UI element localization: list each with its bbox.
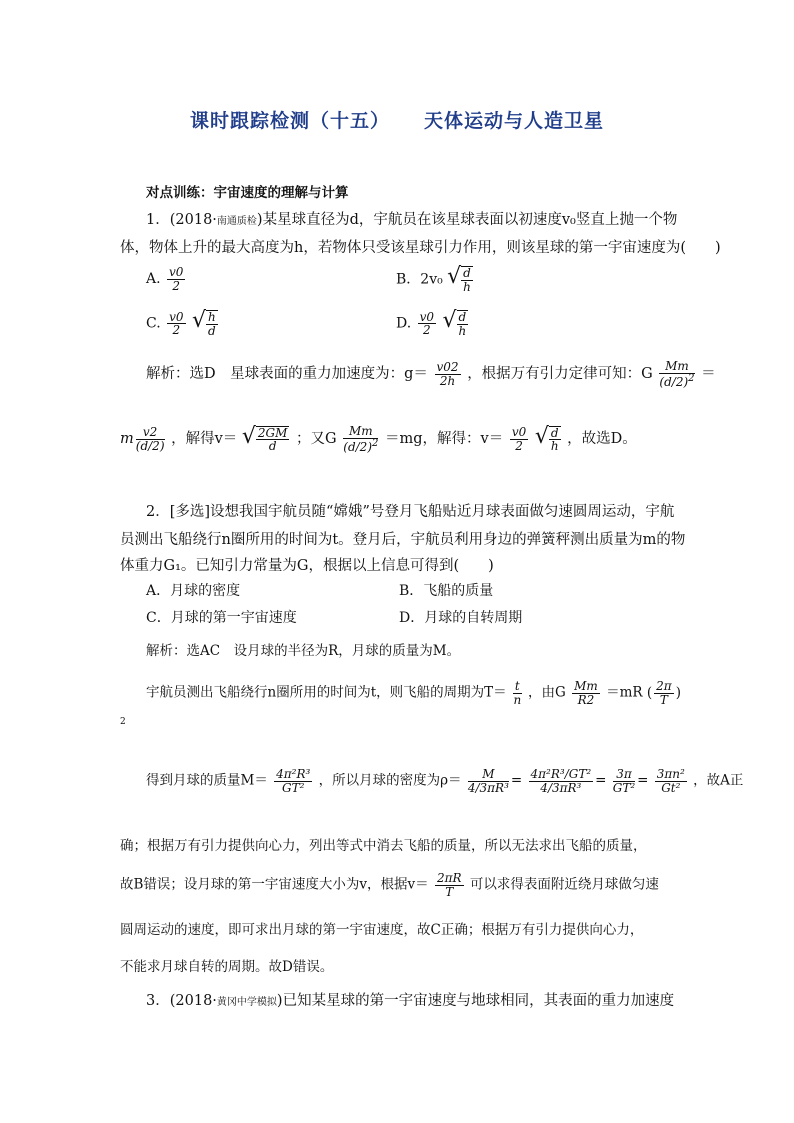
formula-h: h (550, 439, 559, 454)
q2-answer-text: 得到月球的质量M＝ (146, 772, 268, 789)
q2-answer-1: 解析：选AC 设月球的半径为R，月球的质量为M。 (146, 643, 461, 659)
q3-source: 黄冈中学模拟 (216, 997, 277, 1008)
q3-stem-1: 已知某星球的第一宇宙速度与地球相同，其表面的重力加速度 (282, 993, 675, 1009)
formula-gt2: GT² (612, 780, 636, 795)
q1-option-a[interactable] (146, 266, 187, 292)
formula-pir3: πR³ (487, 780, 509, 795)
q1-option-d-label: D. (396, 315, 412, 332)
formula-d: d (208, 323, 216, 338)
formula-gt2: GT² (568, 767, 592, 781)
q3-close: ) (276, 993, 283, 1009)
formula-2: 2 (515, 438, 523, 453)
formula-r2: R2 (577, 692, 595, 707)
q2-option-d[interactable]: D．月球的自转周期 (399, 610, 523, 626)
formula-h: √ h (208, 310, 216, 324)
q1-answer-text: ，根据万有引力定律可知：G (467, 366, 653, 383)
q1-option-b-label: B．2v₀ (396, 271, 443, 288)
q3-number: 3． (146, 993, 170, 1009)
q2-answer-5 (120, 872, 659, 898)
q1-option-a-label: A. (146, 271, 161, 288)
q1-answer-text: ＝mg，解得：v＝ (384, 431, 504, 448)
q3-year: (2018· (169, 993, 217, 1009)
formula-v0: v0 (511, 425, 527, 439)
q2-stem-1: 2．[多选]设想我国宇航员随“嫦娥”号登月飞船贴近月球表面做匀速圆周运动，宇航 (146, 504, 675, 520)
q2-answer-3: 得到月球的质量M＝ $\frac{\text{4π²R³}}{\text{GT²}}$ ，所以月球的密度为ρ＝ $\frac{M}{\text{4/3πR³}}$ = $\frac{\text{4π²R³/GT²}}{\text{4/3πR³}}$ = $\frac{3\pi}{\text{GT²}}$ = $\frac{\text{3πn²}}{\text{Gt²}}$ ，故A正 (146, 767, 744, 795)
q1-number: 1． (146, 212, 170, 228)
q1-answer-text: ，故选D。 (567, 431, 637, 448)
formula-v0: v0 (169, 265, 184, 279)
formula-2: 2 (172, 323, 181, 338)
formula-h: h (458, 323, 467, 338)
q1-source: 南通质检 (216, 216, 257, 227)
formula-square: 2 (688, 372, 695, 384)
q1-option-c-label: C. (146, 315, 161, 332)
title-part2: 天体运动与人造卫星 (424, 110, 605, 132)
section-heading: 对点训练：宇宙速度的理解与计算 (146, 185, 349, 201)
q1-close: ) (256, 212, 263, 228)
formula-d: d (347, 439, 356, 454)
formula-d: d (664, 374, 672, 389)
formula-v0: v0 (169, 309, 184, 324)
q1-answer-line2: m $\frac{v2}{(d/2)}$ ，解得v＝ √ $\frac{2GM}{d}$ ；又G $\frac{Mm}{(d/2)^2}$ ＝mg，解得：v＝ $\frac{v0}{2}$ √ $\frac{d}{h}$ ，故选D。 (120, 425, 637, 453)
formula-3: 3 (479, 780, 488, 795)
q2-answer-6: 圆周运动的速度，即可求出月球的第一宇宙速度，故C正确；根据万有引力提供向心力， (120, 922, 644, 938)
q1-answer-text: ，解得v＝ (171, 431, 238, 448)
formula-4pi2r3: 4π²R³ (530, 767, 565, 781)
q2-answer-text: 可以求得表面附近绕月球做匀速 (469, 876, 659, 893)
formula-pir3: πR³ (559, 780, 582, 795)
formula-d: d (140, 438, 149, 453)
formula-mm: Mm (659, 360, 694, 374)
q2-answer-text: ，由G (528, 684, 566, 701)
q1-option-c[interactable] (146, 310, 220, 337)
formula-square: 2 (372, 437, 379, 449)
formula-2: 2 (172, 278, 181, 293)
q1-line1 (146, 208, 677, 229)
formula-2: 2 (675, 374, 684, 389)
formula-h: h (463, 279, 471, 294)
formula-2pir: 2πR (436, 871, 462, 885)
page-title (0, 106, 794, 133)
q1-answer-text: ；又G (296, 431, 337, 448)
q1-year: (2018· (169, 212, 217, 228)
formula-M: M (468, 768, 509, 782)
title-part1: 课时跟踪检测（十五） (189, 110, 390, 132)
formula-n: n (513, 692, 522, 707)
formula-2: 2 (152, 438, 160, 453)
q2-answer-text: ，故A正 (693, 772, 744, 789)
q2-answer-4: 确；根据万有引力提供向心力，列出等式中消去飞船的质量，所以无法求出飞船的质量， (120, 838, 647, 854)
formula-3pin2: 3πn² (656, 767, 685, 781)
q1-option-b[interactable] (396, 266, 475, 293)
q2-option-c[interactable]: C．月球的第一宇宙速度 (146, 610, 297, 626)
formula-m: m (120, 431, 134, 448)
formula-2: 2 (359, 439, 368, 454)
formula-d: √ d (463, 266, 471, 280)
q1-answer-text: 解析：选D 星球表面的重力加速度为：g＝ (146, 366, 428, 383)
q1-answer-text: ＝ (701, 366, 716, 383)
formula-mm: Mm (574, 679, 598, 693)
formula-2gm: √ 2GM (257, 425, 288, 440)
formula-T: T (659, 692, 668, 707)
formula-gt2: GT² (282, 780, 305, 795)
q2-answer-text: ＝mR (606, 684, 643, 701)
q2-answer-7: 不能求月球自转的周期。故D错误。 (120, 959, 334, 975)
formula-4pi2r3: 4π²R³ (276, 767, 311, 781)
q2-option-b[interactable]: B．飞船的质量 (399, 583, 494, 599)
formula-2h: 2h (439, 373, 456, 388)
formula-v2: v2 (136, 426, 165, 440)
formula-v02: v02 (436, 360, 459, 374)
q2-answer-2: 宇航员测出飞船绕行n圈所用的时间为t，则飞船的周期为T＝ $\frac{t}{n}$ ，由G $\frac{Mm}{R2}$ ＝mR ( $\frac{2\pi}{T}$ ) (146, 679, 681, 707)
q2-option-a[interactable]: A．月球的密度 (146, 583, 241, 599)
formula-gt2-small: Gt² (661, 780, 681, 795)
q2-answer-text: 故B错误；设月球的第一宇宙速度大小为v，根据v＝ (120, 876, 429, 893)
formula-d: √ d (550, 425, 559, 440)
q2-answer-text: ，所以月球的密度为ρ＝ (318, 772, 462, 789)
q2-stem-3: 体重力G₁。已知引力常量为G，根据以上信息可得到( ) (120, 558, 494, 574)
q1-option-d[interactable] (396, 310, 470, 337)
q1-answer-line1: 解析：选D 星球表面的重力加速度为：g＝ $\frac{v02}{2h}$ ，根据万有引力定律可知：G $\frac{Mm}{(d/2)^2}$ ＝ (146, 359, 716, 389)
formula-d: √ d (458, 310, 467, 324)
formula-4: 4 (540, 780, 548, 795)
q1-stem-1: 某星球直径为d，宇航员在该星球表面以初速度v₀竖直上抛一个物 (262, 212, 678, 228)
q1-stem-2: 体，物体上升的最大高度为h，若物体只受该星球引力作用，则该星球的第一宇宙速度为( ) (120, 240, 721, 256)
formula-square-orphan: 2 (120, 717, 126, 727)
formula-4: 4 (467, 780, 476, 795)
formula-t: t (514, 679, 520, 693)
q2-stem-2: 员测出飞船绕行n圈所用的时间为t。登月后，宇航员利用身边的弹簧秤测出质量为m的物 (120, 532, 686, 548)
formula-2pi: 2π (656, 679, 672, 693)
q3-line1 (146, 989, 674, 1010)
formula-T: T (445, 884, 454, 899)
formula-v0: v0 (419, 309, 435, 324)
formula-d: d (268, 439, 277, 454)
formula-mm: Mm (343, 425, 378, 439)
formula-2: 2 (423, 323, 431, 338)
q2-answer-text: 宇航员测出飞船绕行n圈所用的时间为t，则飞船的周期为T＝ (146, 684, 507, 701)
formula-3: 3 (551, 780, 560, 795)
formula-3pi: 3π (613, 768, 635, 782)
